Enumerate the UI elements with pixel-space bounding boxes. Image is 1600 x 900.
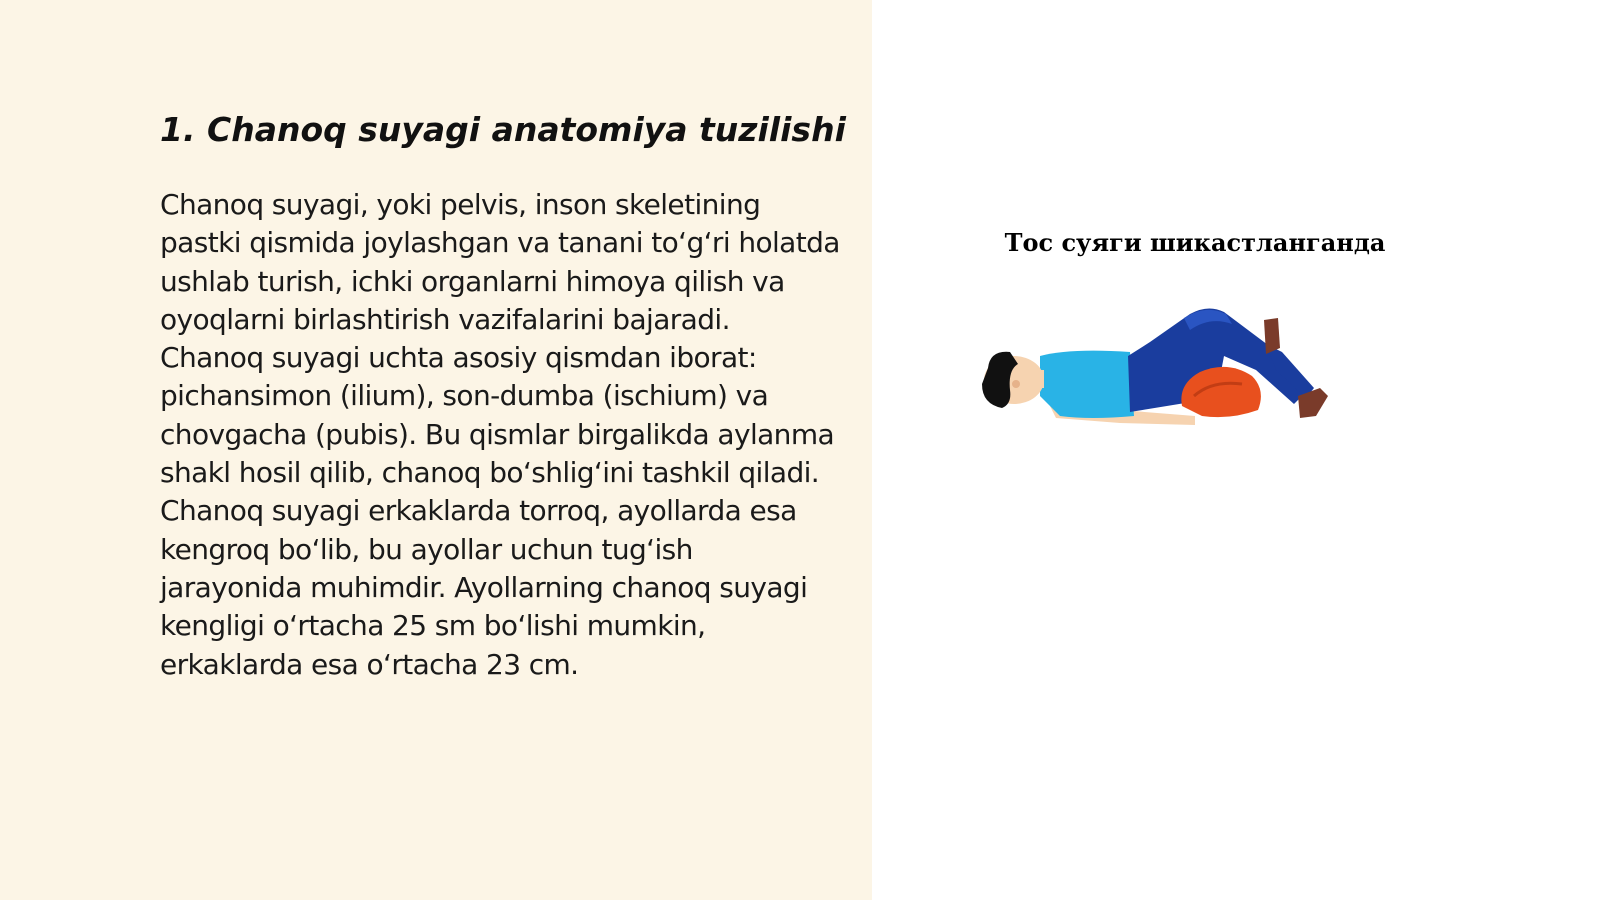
- shirt-shape: [1040, 351, 1134, 418]
- shoe-right: [1264, 318, 1280, 354]
- ear-shape: [1012, 380, 1020, 388]
- slide-title: 1. Chanoq suyagi anatomiya tuzilishi: [160, 110, 846, 149]
- person-lying-icon: [980, 220, 1410, 460]
- slide-body-text: Chanoq suyagi, yoki pelvis, inson skeletining pastki qismida joylashgan va tanani to‘g‘ri holatda ushlab turish, ichki organlarni himoya qilish va oyoqlarni birlashtirish vazifalarini bajaradi. Chanoq suyagi uchta asosiy qismdan iborat: pichansimon (ilium), son-dumba (ischium) va chovgacha (pubis). Bu qismlar birgalikda aylanma shakl hosil qilib, chanoq bo‘shlig‘ini tashkil qiladi. Chanoq suyagi erkaklarda torroq, ayollarda esa kengroq bo‘lib, bu ayollar uchun tug‘ish jarayonida muhimdir. Ayollarning chanoq suyagi kengligi o‘rtacha 25 sm bo‘lishi mumkin, erkaklarda esa o‘rtacha 23 cm.: [160, 188, 840, 681]
- injury-illustration: [980, 220, 1410, 460]
- illustration-caption: Тос суяги шикастланганда: [1004, 228, 1386, 257]
